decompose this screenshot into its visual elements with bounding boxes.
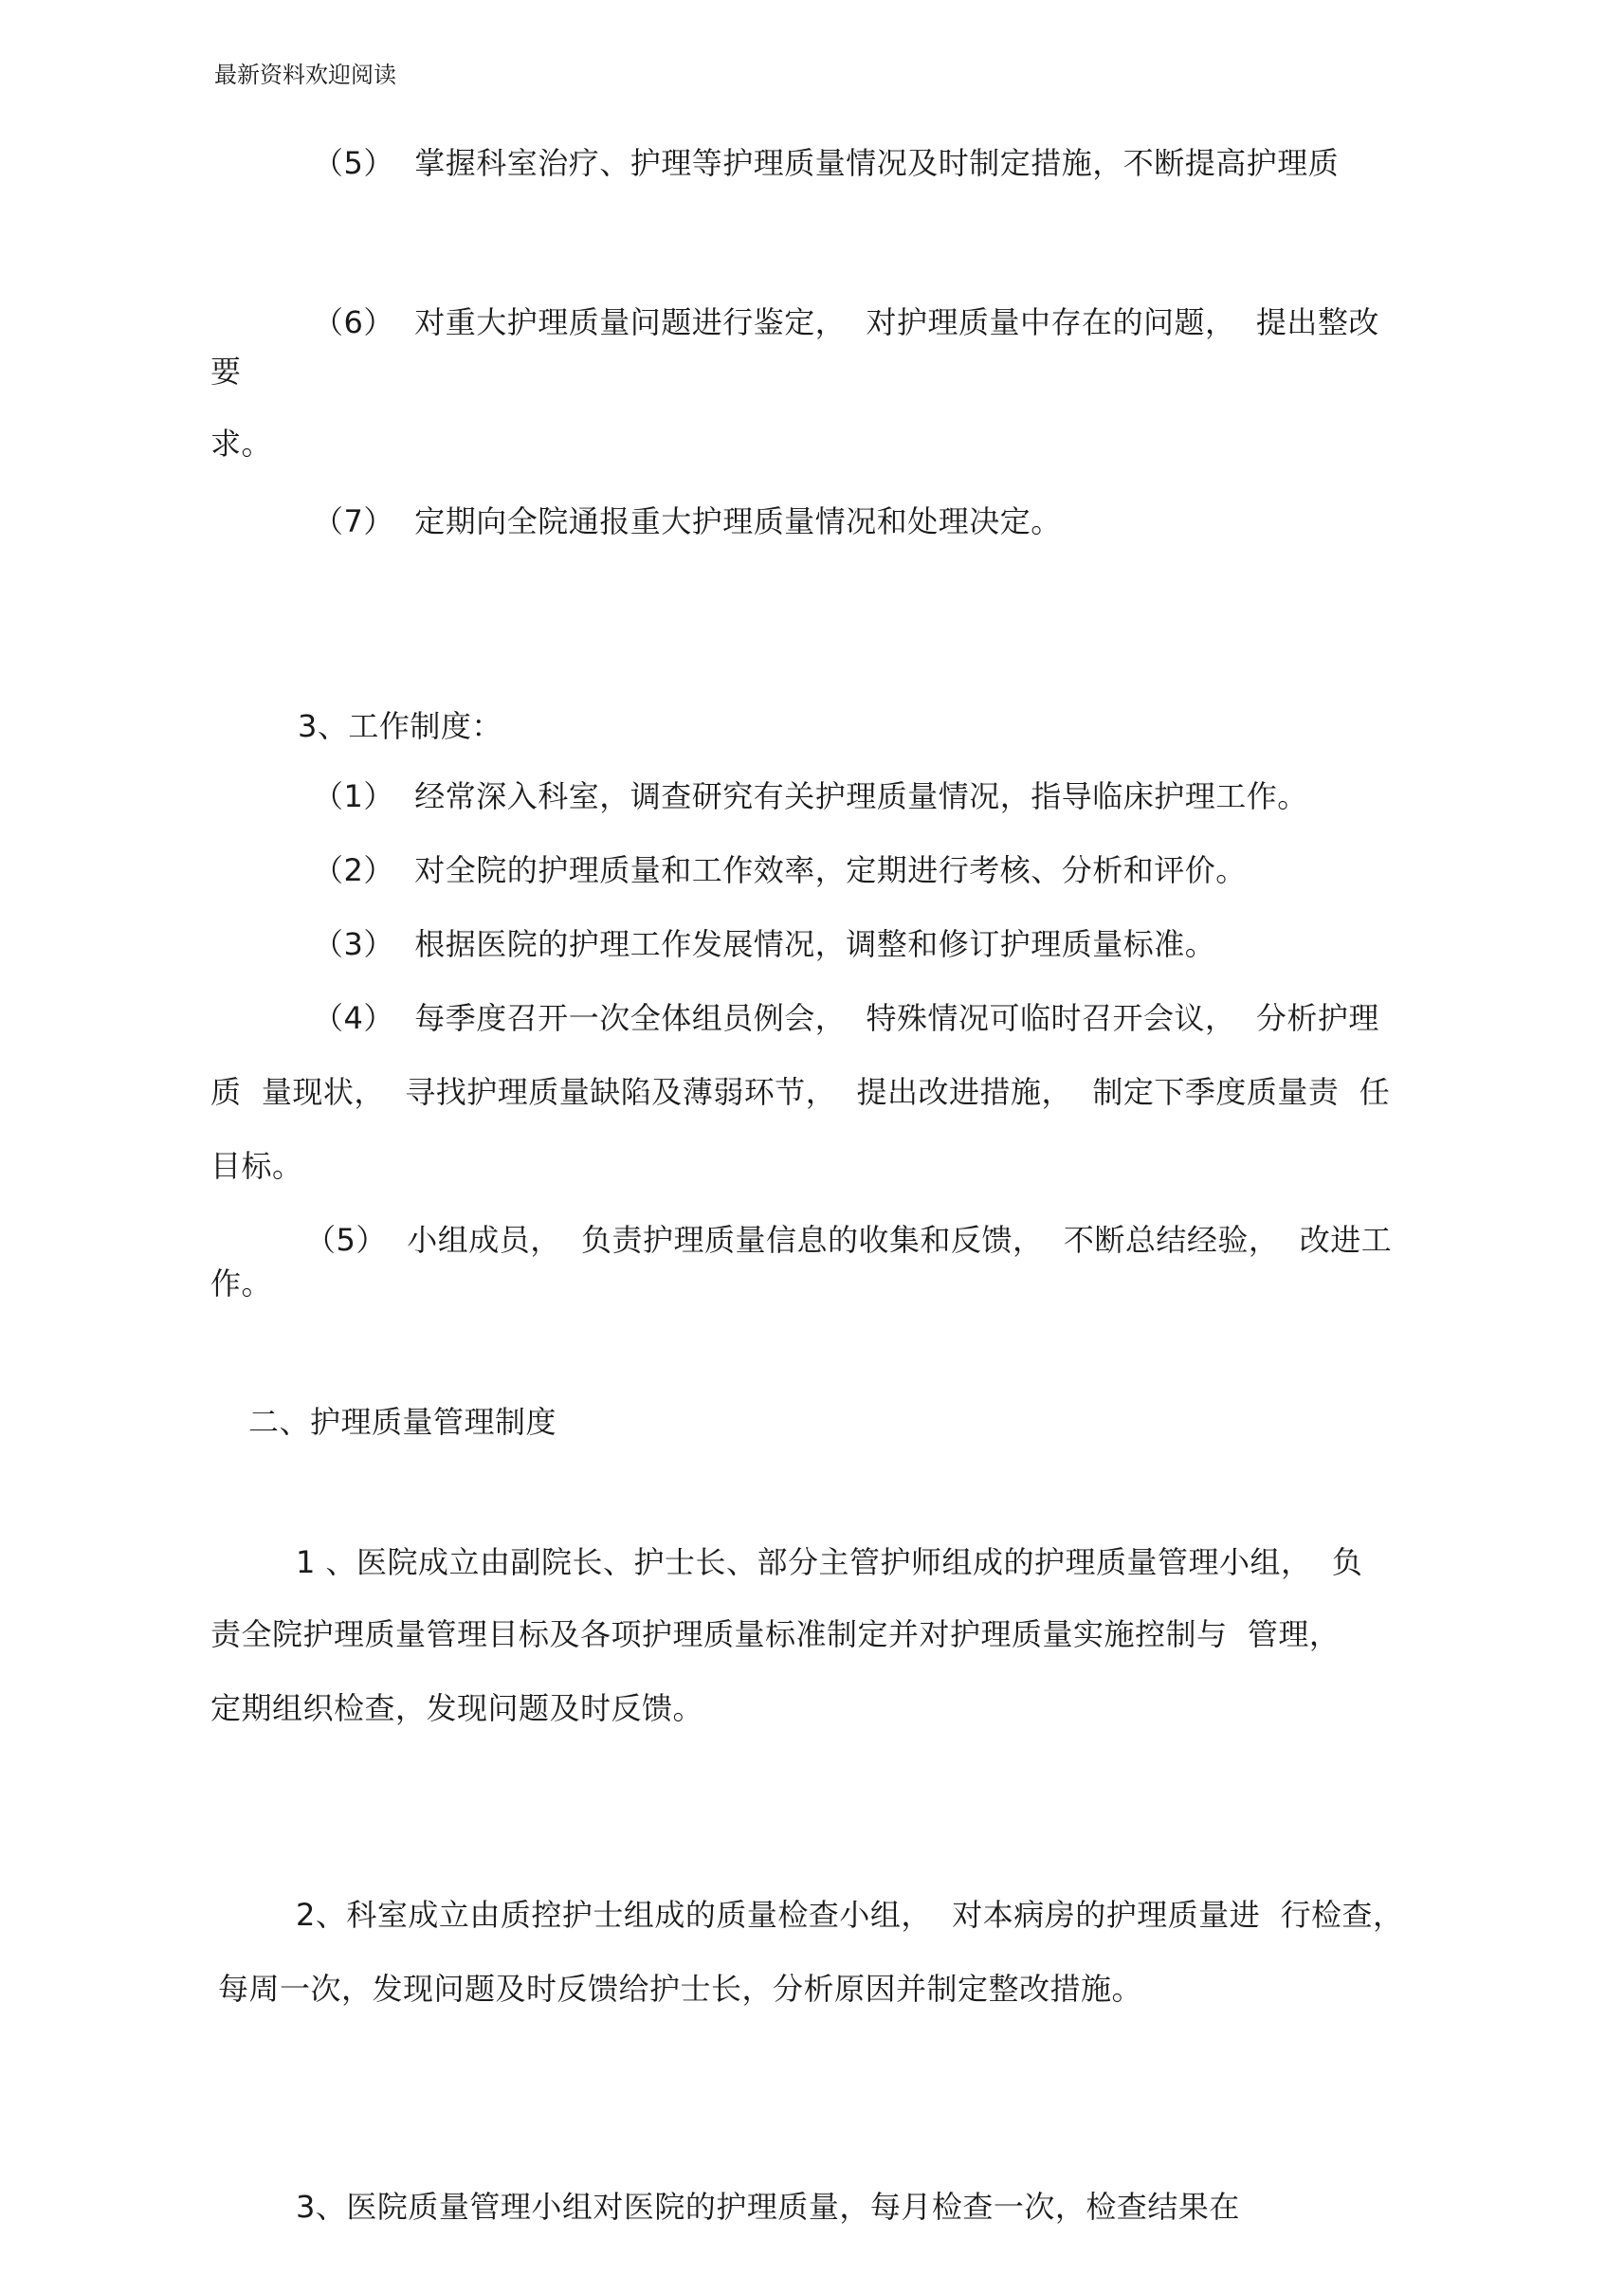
- paragraph-line: （4） 每季度召开一次全体组员例会， 特殊情况可临时召开会议， 分析护理: [313, 1000, 1379, 1036]
- paragraph-line: （7） 定期向全院通报重大护理质量情况和处理决定。: [313, 503, 1062, 539]
- paragraph-line: 3、医院质量管理小组对医院的护理质量，每月检查一次，检查结果在: [296, 2189, 1240, 2225]
- paragraph-line: 要: [210, 354, 242, 390]
- paragraph-line: （2） 对全院的护理质量和工作效率，定期进行考核、分析和评价。: [313, 852, 1247, 888]
- paragraph-line: （6） 对重大护理质量问题进行鉴定， 对护理质量中存在的问题， 提出整改: [313, 304, 1379, 340]
- paragraph-line: （5） 小组成员， 负责护理质量信息的收集和反馈， 不断总结经验， 改进工: [305, 1222, 1393, 1258]
- paragraph-line: 2、科室成立由质控护士组成的质量检查小组， 对本病房的护理质量进 行检查，: [296, 1897, 1404, 1933]
- paragraph-line: 1 、医院成立由副院长、护士长、部分主管护师组成的护理质量管理小组， 负: [296, 1544, 1363, 1580]
- paragraph-line: 每周一次，发现问题及时反馈给护士长，分析原因并制定整改措施。: [218, 1971, 1143, 2007]
- paragraph-line: （1） 经常深入科室，调查研究有关护理质量情况，指导临床护理工作。: [313, 778, 1308, 814]
- paragraph-line: （3） 根据医院的护理工作发展情况，调整和修订护理质量标准。: [313, 926, 1216, 962]
- paragraph-line: 作。: [210, 1265, 273, 1302]
- section-heading: 二、护理质量管理制度: [248, 1404, 557, 1440]
- page-header: 最新资料欢迎阅读: [214, 62, 396, 88]
- paragraph-line: 目标。: [210, 1148, 303, 1184]
- paragraph-line: 求。: [210, 426, 273, 462]
- section-heading: 3、工作制度：: [298, 708, 502, 744]
- paragraph-line: （5） 掌握科室治疗、护理等护理质量情况及时制定措施，不断提高护理质: [313, 145, 1340, 181]
- paragraph-line: 责全院护理质量管理目标及各项护理质量标准制定并对护理质量实施控制与 管理，: [210, 1616, 1341, 1652]
- paragraph-line: 质 量现状， 寻找护理质量缺陷及薄弱环节， 提出改进措施， 制定下季度质量责 任: [210, 1074, 1391, 1110]
- paragraph-line: 定期组织检查，发现问题及时反馈。: [210, 1690, 704, 1726]
